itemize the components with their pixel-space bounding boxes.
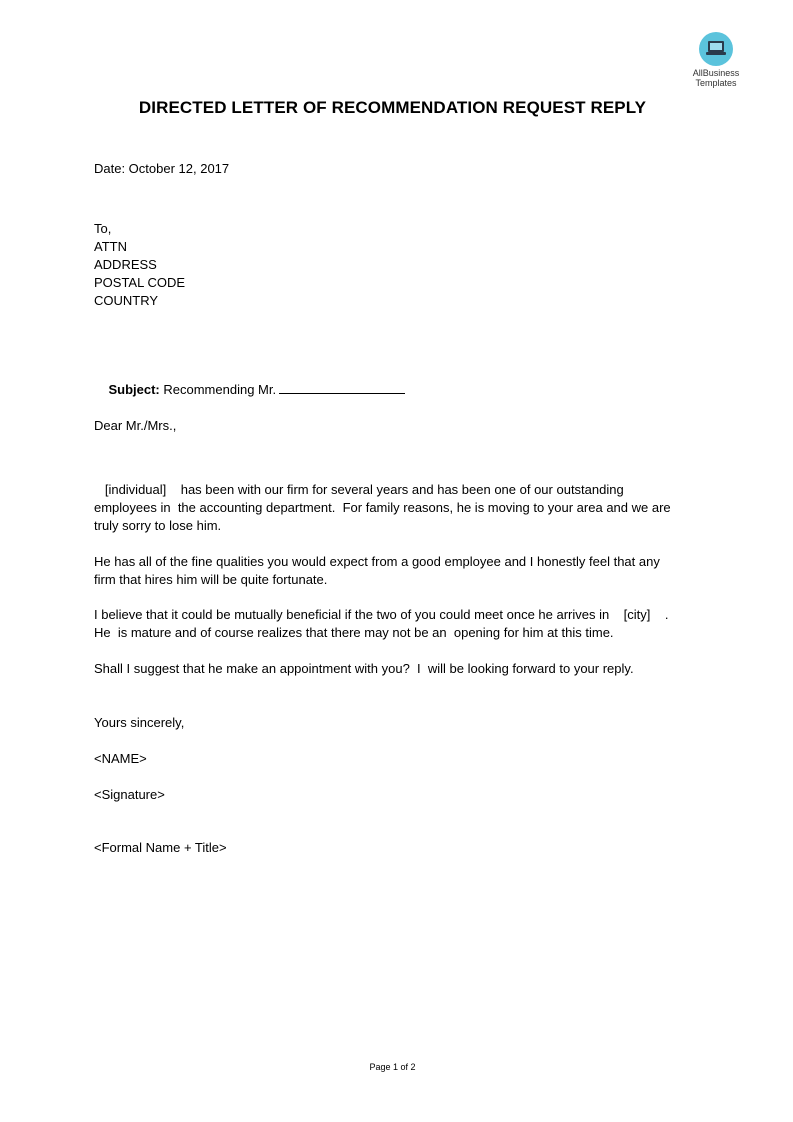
paragraph-3-line-1: I believe that it could be mutually beneficial if the two of you could meet once he arrives in [city] .: [94, 607, 669, 622]
formal-name-placeholder: <Formal Name + Title>: [94, 840, 227, 855]
address-to: To,: [94, 221, 112, 236]
logo-text-line1: AllBusiness: [692, 68, 740, 78]
sign-off: Yours sincerely,: [94, 715, 185, 730]
paragraph-3-line-2: He is mature and of course realizes that there may not be an opening for him at this time.: [94, 625, 614, 640]
subject-line: [94, 363, 405, 417]
address-country: COUNTRY: [94, 293, 159, 308]
subject-text: Recommending Mr.: [163, 382, 277, 397]
paragraph-2-line-2: firm that hires him will be quite fortunate.: [94, 572, 328, 587]
paragraph-4-line-1: Shall I suggest that he make an appointment with you? I will be looking forward to your reply.: [94, 661, 634, 676]
subject-label: Subject:: [108, 382, 160, 397]
name-blank-line: [279, 381, 405, 394]
paragraph-1-line-1: [individual] has been with our firm for several years and has been one of our outstanding: [94, 482, 624, 497]
page-number: Page 1 of 2: [369, 1062, 416, 1072]
paragraph-2-line-1: He has all of the fine qualities you would expect from a good employee and I honestly feel that any: [94, 554, 660, 569]
name-placeholder: <NAME>: [94, 751, 147, 766]
paragraph-1-line-3: truly sorry to lose him.: [94, 518, 222, 533]
date-line: Date: October 12, 2017: [94, 161, 230, 176]
salutation: Dear Mr./Mrs.,: [94, 418, 177, 433]
address-postal-code: POSTAL CODE: [94, 275, 186, 290]
laptop-icon: [699, 32, 733, 66]
address-attn: ATTN: [94, 239, 127, 254]
address-address: ADDRESS: [94, 257, 157, 272]
logo-text-line2: Templates: [695, 78, 737, 88]
signature-placeholder: <Signature>: [94, 787, 165, 802]
allbusiness-logo: [684, 32, 748, 88]
letter-title: DIRECTED LETTER OF RECOMMENDATION REQUEST REPLY: [138, 98, 647, 117]
paragraph-1-line-2: employees in the accounting department. For family reasons, he is moving to your area and we are: [94, 500, 671, 515]
